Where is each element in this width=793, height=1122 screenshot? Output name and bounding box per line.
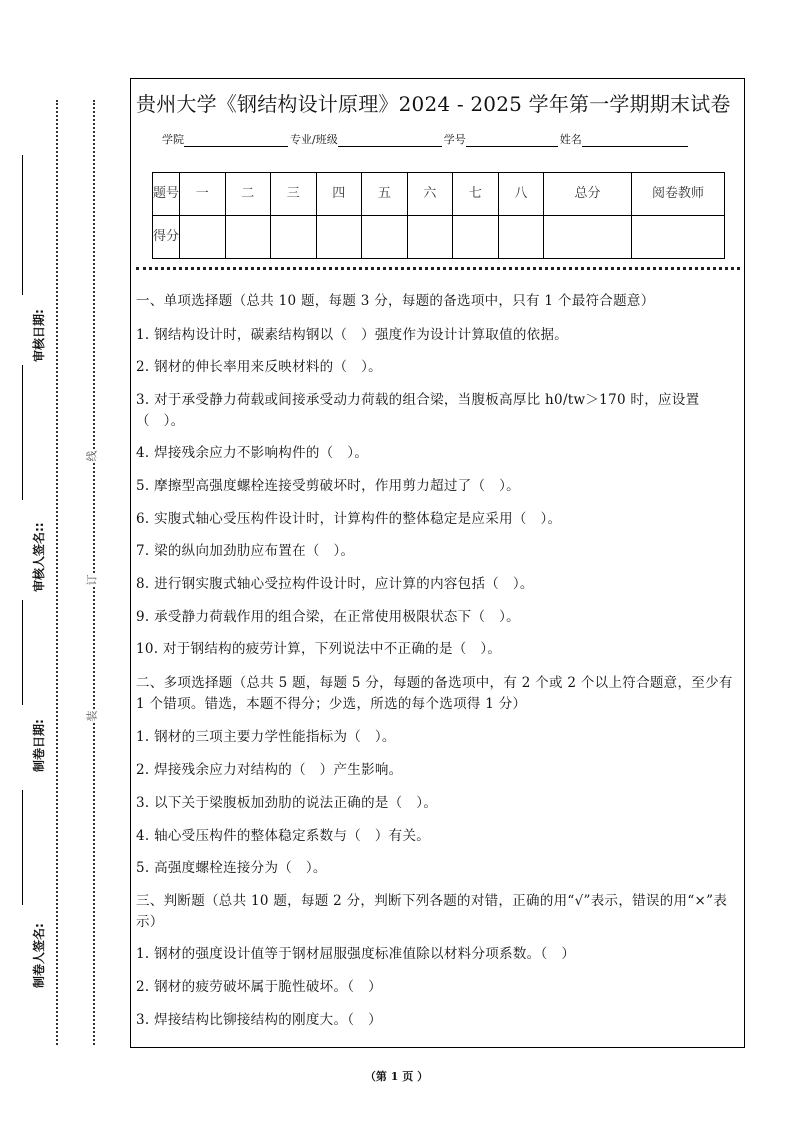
page-number: （第 1 页 ）	[364, 1070, 429, 1083]
signature-line	[22, 365, 23, 500]
signature-line	[22, 155, 23, 295]
signature-line	[22, 600, 23, 705]
college-input[interactable]	[184, 132, 288, 147]
column-header: 八	[498, 173, 544, 216]
score-cell[interactable]	[180, 216, 226, 259]
question: 5. 摩擦型高强度螺栓连接受剪破坏时，作用剪力超过了（ ）。	[136, 478, 520, 494]
reviewer-signature-label: 审核人签名::	[32, 522, 46, 592]
student-info-fields	[162, 131, 690, 147]
question: 5. 高强度螺栓连接分为（ ）。	[136, 860, 327, 876]
section-heading: 二、多项选择题（总共 5 题，每题 5 分，每题的备选项中，有 2 个或 2 个以上符合题意，至少有 1 个错项。错选，本题不得分；少选，所选的每个选项得 1 分）	[136, 675, 733, 712]
question: 1. 钢材的三项主要力学性能指标为（ ）。	[136, 729, 396, 745]
name-input[interactable]	[582, 132, 688, 147]
score-cell[interactable]	[544, 216, 632, 259]
binding-mark-line: 线	[85, 450, 99, 462]
question: 4. 焊接残余应力不影响构件的（ ）。	[136, 445, 369, 461]
signature-line	[22, 790, 23, 905]
score-cell[interactable]	[271, 216, 317, 259]
question: 10. 对于钢结构的疲劳计算，下列说法中不正确的是（ ）。	[136, 641, 502, 657]
question: 9. 承受静力荷载作用的组合梁，在正常使用极限状态下（ ）。	[136, 609, 520, 625]
table-row	[153, 216, 725, 259]
column-header: 七	[453, 173, 499, 216]
score-cell[interactable]	[632, 216, 725, 259]
score-table	[152, 172, 725, 259]
exam-title: 贵州大学《钢结构设计原理》2024 - 2025 学年第一学期期末试卷	[136, 92, 731, 116]
column-header: 五	[362, 173, 408, 216]
question: 3. 以下关于梁腹板加劲肋的说法正确的是（ ）。	[136, 795, 438, 811]
question: 2. 钢材的疲劳破坏属于脆性破坏。（ ）	[136, 979, 382, 995]
binding-dotted-line-inner	[93, 100, 95, 1045]
major-class-input[interactable]	[338, 132, 442, 147]
preparer-signature-label: 制卷人签名:	[32, 923, 46, 988]
column-header: 一	[180, 173, 226, 216]
question: 1. 钢结构设计时，碳素结构钢以（ ）强度作为设计计算取值的依据。	[136, 327, 569, 343]
column-header: 总分	[544, 173, 632, 216]
binding-mark-bind: 装	[85, 710, 99, 722]
reviewer-date-label: 审核日期:	[32, 309, 46, 362]
question: 1. 钢材的强度设计值等于钢材屈服强度标准值除以材料分项系数。（ ）	[136, 946, 576, 962]
column-header: 六	[407, 173, 453, 216]
table-row	[153, 173, 725, 216]
score-cell[interactable]	[498, 216, 544, 259]
score-cell[interactable]	[225, 216, 271, 259]
score-cell[interactable]	[407, 216, 453, 259]
column-header: 三	[271, 173, 317, 216]
preparer-date-label: 制卷日期:	[32, 719, 46, 772]
binding-mark-staple: 订	[85, 574, 99, 586]
column-header: 二	[225, 173, 271, 216]
header-separator	[136, 267, 740, 270]
student-id-input[interactable]	[466, 132, 558, 147]
question: 3. 焊接结构比铆接结构的刚度大。（ ）	[136, 1012, 382, 1028]
name-label: 姓名	[559, 133, 582, 146]
major-class-label: 专业/班级	[290, 133, 338, 146]
question: 6. 实腹式轴心受压构件设计时，计算构件的整体稳定是应采用（ ）。	[136, 511, 562, 527]
section-heading: 三、判断题（总共 10 题，每题 2 分，判断下列各题的对错，正确的用“√”表示，错误的用“×”表示）	[136, 893, 728, 930]
student-id-label: 学号	[443, 133, 466, 146]
section-heading: 一、单项选择题（总共 10 题，每题 3 分，每题的备选项中，只有 1 个最符合题意）	[136, 293, 655, 309]
college-label: 学院	[162, 133, 184, 146]
column-header: 四	[316, 173, 362, 216]
question: 2. 钢材的伸长率用来反映材料的（ ）。	[136, 359, 382, 375]
binding-dotted-line-outer	[56, 100, 58, 1045]
question: 2. 焊接残余应力对结构的（ ）产生影响。	[136, 762, 403, 778]
question: 8. 进行钢实腹式轴心受拉构件设计时，应计算的内容包括（ ）。	[136, 576, 534, 592]
question: 4. 轴心受压构件的整体稳定系数与（ ）有关。	[136, 828, 431, 844]
score-cell[interactable]	[362, 216, 408, 259]
row-header-score: 得分	[153, 216, 180, 259]
score-cell[interactable]	[316, 216, 362, 259]
column-header: 阅卷教师	[632, 173, 725, 216]
question: 7. 梁的纵向加劲肋应布置在（ ）。	[136, 543, 355, 559]
question: 3. 对于承受静力荷载或间接承受动力荷载的组合梁，当腹板高厚比 h0/tw＞170 时，应设置（ ）。	[136, 392, 700, 429]
row-header-question: 题号	[153, 173, 180, 216]
score-cell[interactable]	[453, 216, 499, 259]
